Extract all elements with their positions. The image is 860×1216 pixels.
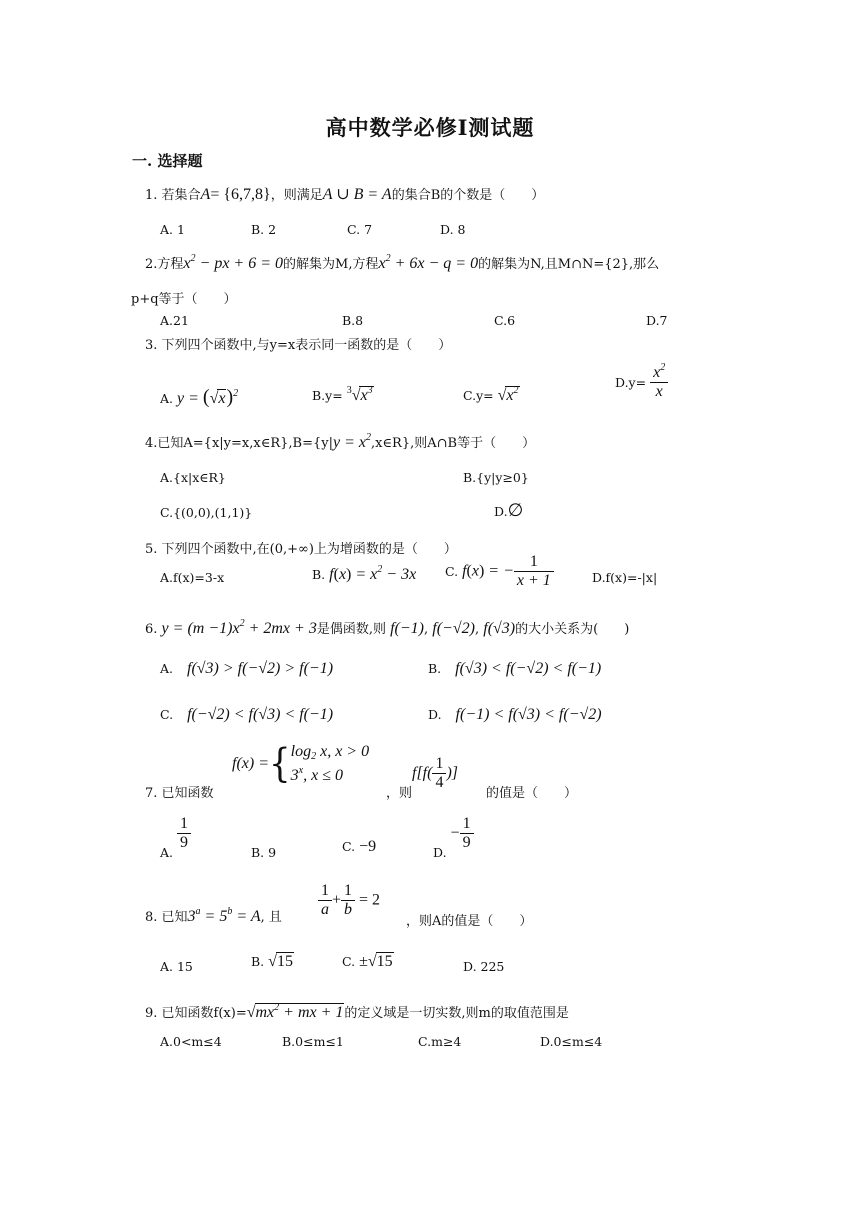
q5-expr-b: $f(x) = x^2 - 3x$ (329, 564, 417, 583)
q8-option-d: D. 225 (463, 959, 505, 974)
q7-option-d: D. − $\frac{1}{9}$ (433, 815, 474, 860)
question-9-stem: 9. 已知函数$f(x)=√mx^2$ + mx + 1的定义域是一切实数,则m的取值范围是 (145, 1002, 569, 1021)
q9-expr: $√mx^2$ + mx + 1 (246, 1002, 344, 1021)
q7-piecewise-function: f(x) ={ $\log_2 x$, x > 0 3$^x$, x ≤ 0 (232, 741, 370, 787)
question-2-stem-line2: p+q等于（ ） (131, 292, 237, 307)
question-2-stem: 2.方程$x^2$ − px + 6 = 0的解集为M,方程$x^2 + 6x - q = 0$的解集为N,且M∩N={2},那么 (145, 253, 660, 272)
q9-option-c: C.m≥4 (418, 1034, 462, 1049)
q6-option-b: B. f(√3) < f(−√2) < f(−1) (428, 660, 602, 677)
q1-option-c: C. 7 (347, 222, 373, 237)
question-7-stem-post: 的值是（ ） (486, 786, 578, 801)
question-5-stem: 5. 下列四个函数中,在(0,+∞)上为增函数的是（ ） (145, 542, 457, 557)
q2-equation-2: $x^2 + 6x - q = 0$ (378, 253, 479, 272)
question-3-stem: 3. 下列四个函数中,与y=x表示同一函数的是（ ） (145, 338, 452, 353)
q4-expr: $y = x^2$ (332, 432, 371, 451)
q4-option-a: A.{x|x∈R} (160, 470, 226, 485)
question-7-stem-mid: ，则 (386, 786, 413, 801)
q6-option-c: C. f(−√2) < f(√3) < f(−1) (160, 706, 334, 723)
q9-option-a: A.0<m≤4 (160, 1034, 222, 1049)
q3-expr-a: $y = (√x)^2$ (177, 386, 239, 408)
q9-option-b: B.0≤m≤1 (282, 1034, 344, 1049)
q3-expr-b: $^3√x^3$ (346, 385, 373, 404)
q3-option-c: $C.y= √x^2$ (463, 385, 519, 404)
q6-function: $y = (m -1)x^2 + 2mx + 3$ (161, 618, 317, 637)
q5-expr-c: f(x) = − (462, 562, 514, 580)
q4-option-c: C.{(0,0),(1,1)} (160, 505, 253, 520)
question-8-stem: 8. 已知$3^a = 5^b = A$, 且 (145, 906, 282, 925)
question-4-stem: 4.已知A={x|y=x,x∈R},B={y|y = $x^2,x\in R$},则A∩B等于（ ） (145, 432, 536, 451)
q4-option-d: D.∅ (494, 500, 524, 520)
q7-option-b: B. 9 (251, 845, 277, 860)
q6-option-d: D. f(−1) < f(√3) < f(−√2) (428, 706, 602, 723)
empty-set-symbol: ∅ (507, 500, 524, 520)
q2-option-c: C.6 (494, 313, 516, 328)
question-1-stem: 1. 若集合A= {6,7,8}，则满足A ∪ B = A的集合B的个数是（ ） (145, 186, 545, 203)
section-heading: 一. 选择题 (132, 152, 203, 170)
q4-option-b: B.{y|y≥0} (463, 470, 529, 485)
q2-option-d: D.7 (646, 313, 668, 328)
q7-composite-expr: f[f( $\frac{1}{4}$ )] (412, 755, 459, 791)
q1-option-a: A. 1 (160, 222, 185, 237)
q9-option-d: D.0≤m≤4 (540, 1034, 603, 1049)
q2-option-b: B.8 (342, 313, 364, 328)
q5-option-b: B. $f(x) = x^2 - 3x$ (312, 564, 417, 583)
q1-option-b: B. 2 (251, 222, 277, 237)
q1-option-d: D. 8 (440, 222, 466, 237)
q2-option-a: A.21 (160, 313, 189, 328)
q2-equation-1: $x^2$ − px + 6 = 0 (183, 253, 284, 272)
q8-option-c: C. ±√15 (342, 953, 393, 970)
q5-option-d: D.f(x)=-|x| (592, 570, 658, 585)
q6-option-a: A. f(√3) > f(−√2) > f(−1) (160, 660, 334, 677)
q7-option-c: C. −9 (342, 838, 377, 855)
q8-condition: $\frac{1}{a}$ + $\frac{1}{b}$ = 2 (318, 882, 380, 919)
q5-option-a: A.f(x)=3-x (160, 570, 225, 585)
q8-equation: $3^a = 5^b = A$ (187, 906, 261, 925)
q3-option-a: A. $y = (√x)^2$ (160, 386, 239, 408)
question-7-stem-pre: 7. 已知函数 (145, 786, 214, 801)
q7-option-a: A. $\frac{1}{9}$ (160, 815, 191, 860)
q5-option-c: C. f(x) = − $\frac{1}{x + 1}$ (445, 553, 554, 590)
q3-expr-d: $\frac{x^2}{x}$ (650, 364, 668, 401)
question-8-stem-post: ，则A的值是（ ） (406, 914, 533, 929)
q8-option-b: B. √15 (251, 953, 293, 970)
q3-option-b: $B.y= ^3√x^3$ (312, 385, 373, 404)
q8-option-a: A. 15 (160, 959, 193, 974)
page-title: 高中数学必修Ⅰ测试题 (325, 115, 535, 140)
q3-expr-c: $√x^2$ (497, 385, 519, 404)
question-6-stem: 6. $y = (m -1)x^2 + 2mx + 3$是偶函数,则 f(−1), f(−√2), f(√3)的大小关系为( ) (145, 618, 630, 637)
q3-option-d: D.y= $\frac{x^2}{x}$ (615, 364, 668, 401)
